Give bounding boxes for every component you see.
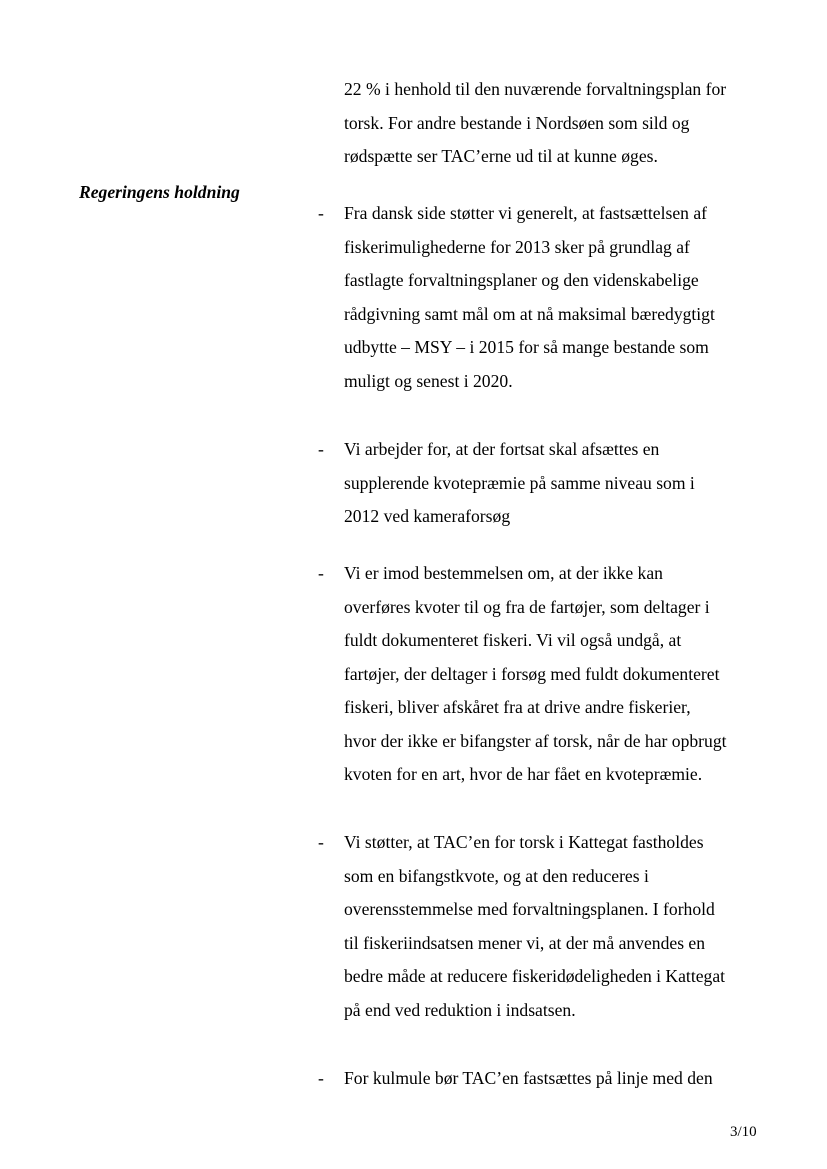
text-line: fartøjer, der deltager i forsøg med fuldt dokumenteret bbox=[344, 663, 720, 684]
bullet-dash: - bbox=[318, 203, 324, 223]
text-line: fiskeri, bliver afskåret fra at drive andre fiskerier, bbox=[344, 697, 691, 717]
text-line: overensstemmelse med forvaltningsplanen. I forhold bbox=[344, 899, 715, 919]
bullet-dash: - bbox=[318, 832, 324, 852]
text-line: Vi arbejder for, at der fortsat skal afsættes en bbox=[344, 439, 660, 459]
text-line: Vi er imod bestemmelsen om, at der ikke kan bbox=[344, 563, 663, 583]
text-line: muligt og senest i 2020. bbox=[344, 370, 513, 391]
text-line: fiskerimulighederne for 2013 sker på grundlag af bbox=[344, 236, 690, 257]
text-line: på end ved reduktion i indsatsen. bbox=[344, 999, 576, 1020]
text-line: torsk. For andre bestande i Nordsøen som sild og bbox=[344, 112, 690, 133]
text-line: udbytte – MSY – i 2015 for så mange bestande som bbox=[344, 337, 709, 357]
bullet-paragraph bbox=[344, 433, 784, 534]
bullet-dash: - bbox=[318, 1068, 324, 1088]
bullet-paragraph bbox=[344, 826, 784, 1027]
text-line: For kulmule bør TAC’en fastsættes på linje med den bbox=[344, 1068, 713, 1088]
page-number: 3/10 bbox=[730, 1124, 757, 1140]
text-line: rådgivning samt mål om at nå maksimal bæredygtigt bbox=[344, 303, 715, 324]
text-line: bedre måde at reducere fiskeridødeligheden i Kattegat bbox=[344, 966, 726, 986]
text-line: hvor der ikke er bifangster af torsk, når de har opbrugt bbox=[344, 730, 727, 751]
text-line: til fiskeriindsatsen mener vi, at der må anvendes en bbox=[344, 932, 706, 953]
text-line: Fra dansk side støtter vi generelt, at fastsættelsen af bbox=[344, 203, 708, 223]
intro-paragraph bbox=[344, 73, 784, 174]
bullet-paragraph bbox=[344, 1062, 784, 1096]
bullet-dash: - bbox=[318, 563, 324, 583]
section-heading: Regeringens holdning bbox=[79, 182, 240, 202]
bullet-paragraph bbox=[344, 197, 784, 398]
text-line: supplerende kvotepræmie på samme niveau som i bbox=[344, 472, 695, 493]
text-line: 2012 ved kameraforsøg bbox=[344, 506, 511, 526]
text-line: som en bifangstkvote, og at den reduceres i bbox=[344, 865, 649, 886]
text-line: fuldt dokumenteret fiskeri. Vi vil også undgå, at bbox=[344, 630, 682, 650]
text-line: overføres kvoter til og fra de fartøjer, som deltager i bbox=[344, 596, 710, 617]
bullet-paragraph bbox=[344, 557, 784, 792]
text-line: kvoten for en art, hvor de har fået en kvotepræmie. bbox=[344, 764, 703, 784]
text-line: 22 % i henhold til den nuværende forvaltningsplan for bbox=[344, 79, 727, 99]
text-line: Vi støtter, at TAC’en for torsk i Kattegat fastholdes bbox=[344, 832, 704, 852]
text-line: fastlagte forvaltningsplaner og den videnskabelige bbox=[344, 270, 699, 290]
text-line: rødspætte ser TAC’erne ud til at kunne øges. bbox=[344, 146, 658, 166]
bullet-dash: - bbox=[318, 439, 324, 459]
